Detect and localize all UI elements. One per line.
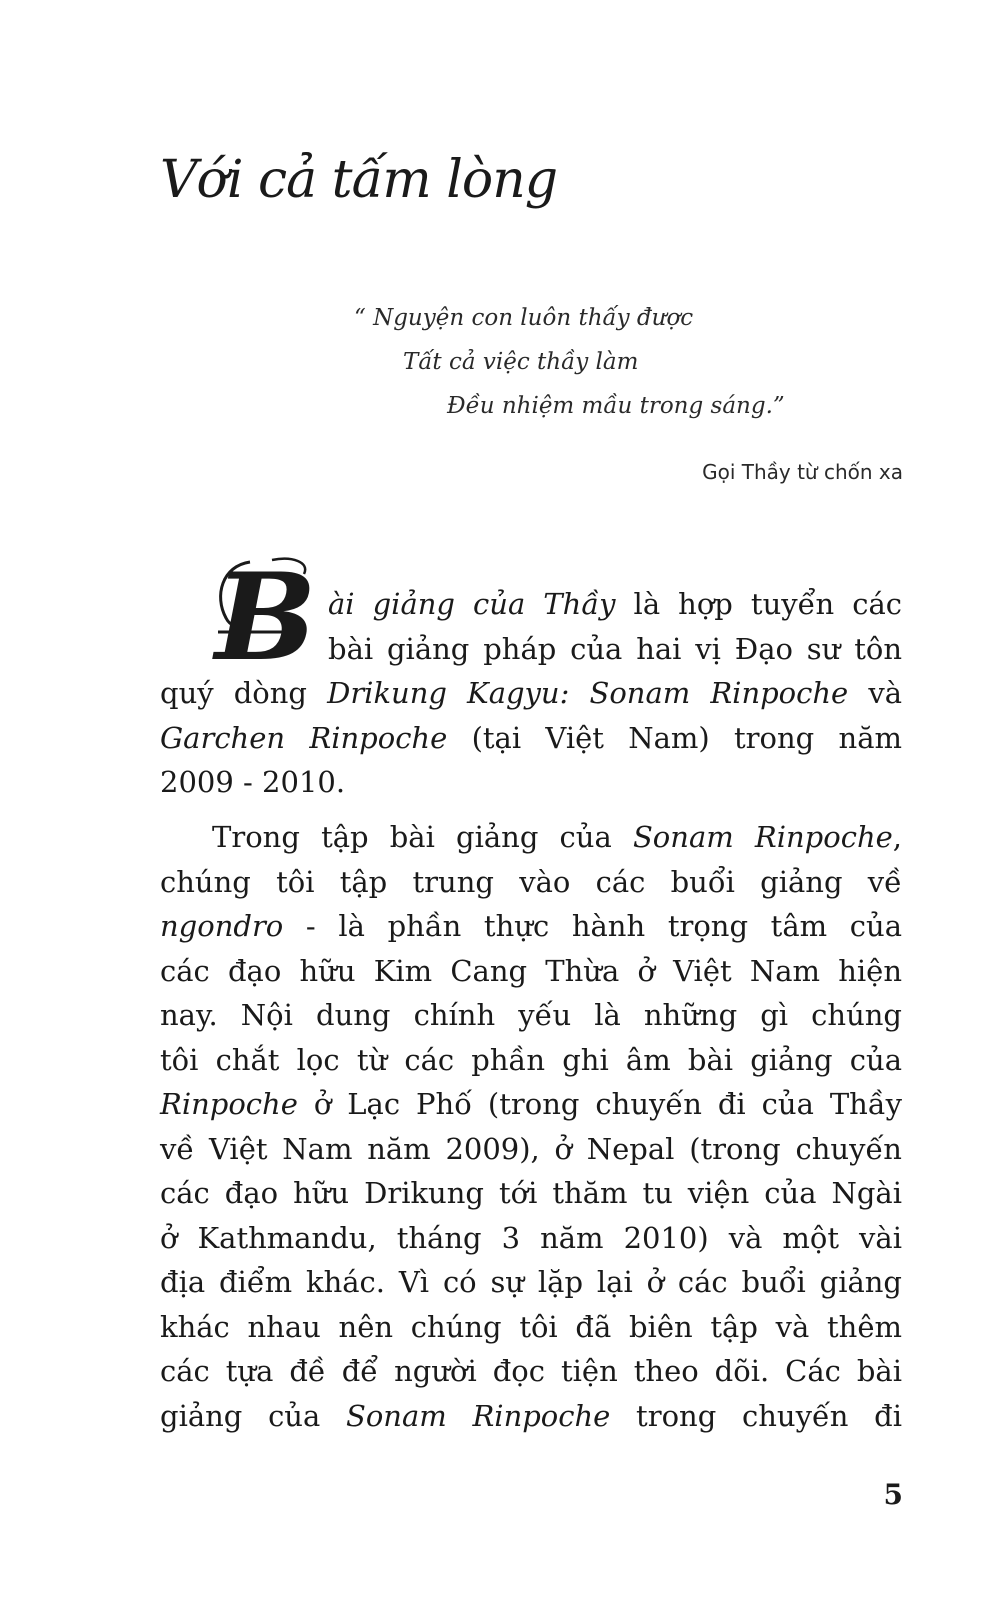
- epigraph-line-2: Tất cả việc thầy làm: [403, 349, 639, 375]
- paragraph-2-line-4: các đạo hữu Kim Cang Thừa ở Việt Nam hiện: [160, 953, 902, 988]
- paragraph-1-line-4: Garchen Rinpoche (tại Việt Nam) trong năm: [160, 720, 903, 755]
- epigraph-line-1: “ Nguyện con luôn thấy được: [354, 305, 694, 331]
- paragraph-1-line-3: quý dòng Drikung Kagyu: Sonam Rinpoche và: [160, 676, 902, 710]
- paragraph-2-line-3: ngondro - là phần thực hành trọng tâm của: [160, 909, 902, 943]
- paragraph-2-line-9: các đạo hữu Drikung tới thăm tu viện của Ngài: [160, 1176, 902, 1210]
- paragraph-1: [160, 582, 902, 805]
- paragraph-2-line-7: Rinpoche ở Lạc Phố (trong chuyến đi của Thầy: [160, 1087, 902, 1121]
- paragraph-1-line-5: 2009 - 2010.: [160, 765, 346, 799]
- dropcap-letter: B: [215, 547, 317, 688]
- page-number: 5: [883, 1478, 903, 1511]
- paragraph-2-line-12: khác nhau nên chúng tôi đã biên tập và thêm: [160, 1309, 902, 1344]
- paragraph-2-line-8: về Việt Nam năm 2009), ở Nepal (trong chuyến: [160, 1131, 902, 1166]
- epigraph-line-3: Đều nhiệm mầu trong sáng.”: [447, 393, 785, 419]
- paragraph-2-line-5: nay. Nội dung chính yếu là những gì chúng: [160, 998, 902, 1032]
- epigraph-source: Gọi Thầy từ chốn xa: [702, 460, 903, 484]
- paragraph-2: [160, 815, 902, 1438]
- paragraph-2-line-10: ở Kathmandu, tháng 3 năm 2010) và một vài: [160, 1220, 902, 1255]
- chapter-title: Với cả tấm lòng: [160, 150, 557, 210]
- paragraph-2-line-11: địa điểm khác. Vì có sự lặp lại ở các buổi giảng: [160, 1265, 902, 1299]
- paragraph-1-line-1: ài giảng của Thầy là hợp tuyển các: [328, 587, 902, 621]
- paragraph-2-line-1: Trong tập bài giảng của Sonam Rinpoche,: [212, 820, 903, 854]
- paragraph-2-line-6: tôi chắt lọc từ các phần ghi âm bài giảng của: [160, 1042, 902, 1077]
- paragraph-2-line-13: các tựa đề để người đọc tiện theo dõi. Các bài: [160, 1354, 902, 1388]
- paragraph-2-line-2: chúng tôi tập trung vào các buổi giảng về: [160, 864, 902, 899]
- paragraph-1-line-2: bài giảng pháp của hai vị Đạo sư tôn: [328, 631, 902, 666]
- paragraph-2-line-14: giảng của Sonam Rinpoche trong chuyến đi: [160, 1398, 902, 1433]
